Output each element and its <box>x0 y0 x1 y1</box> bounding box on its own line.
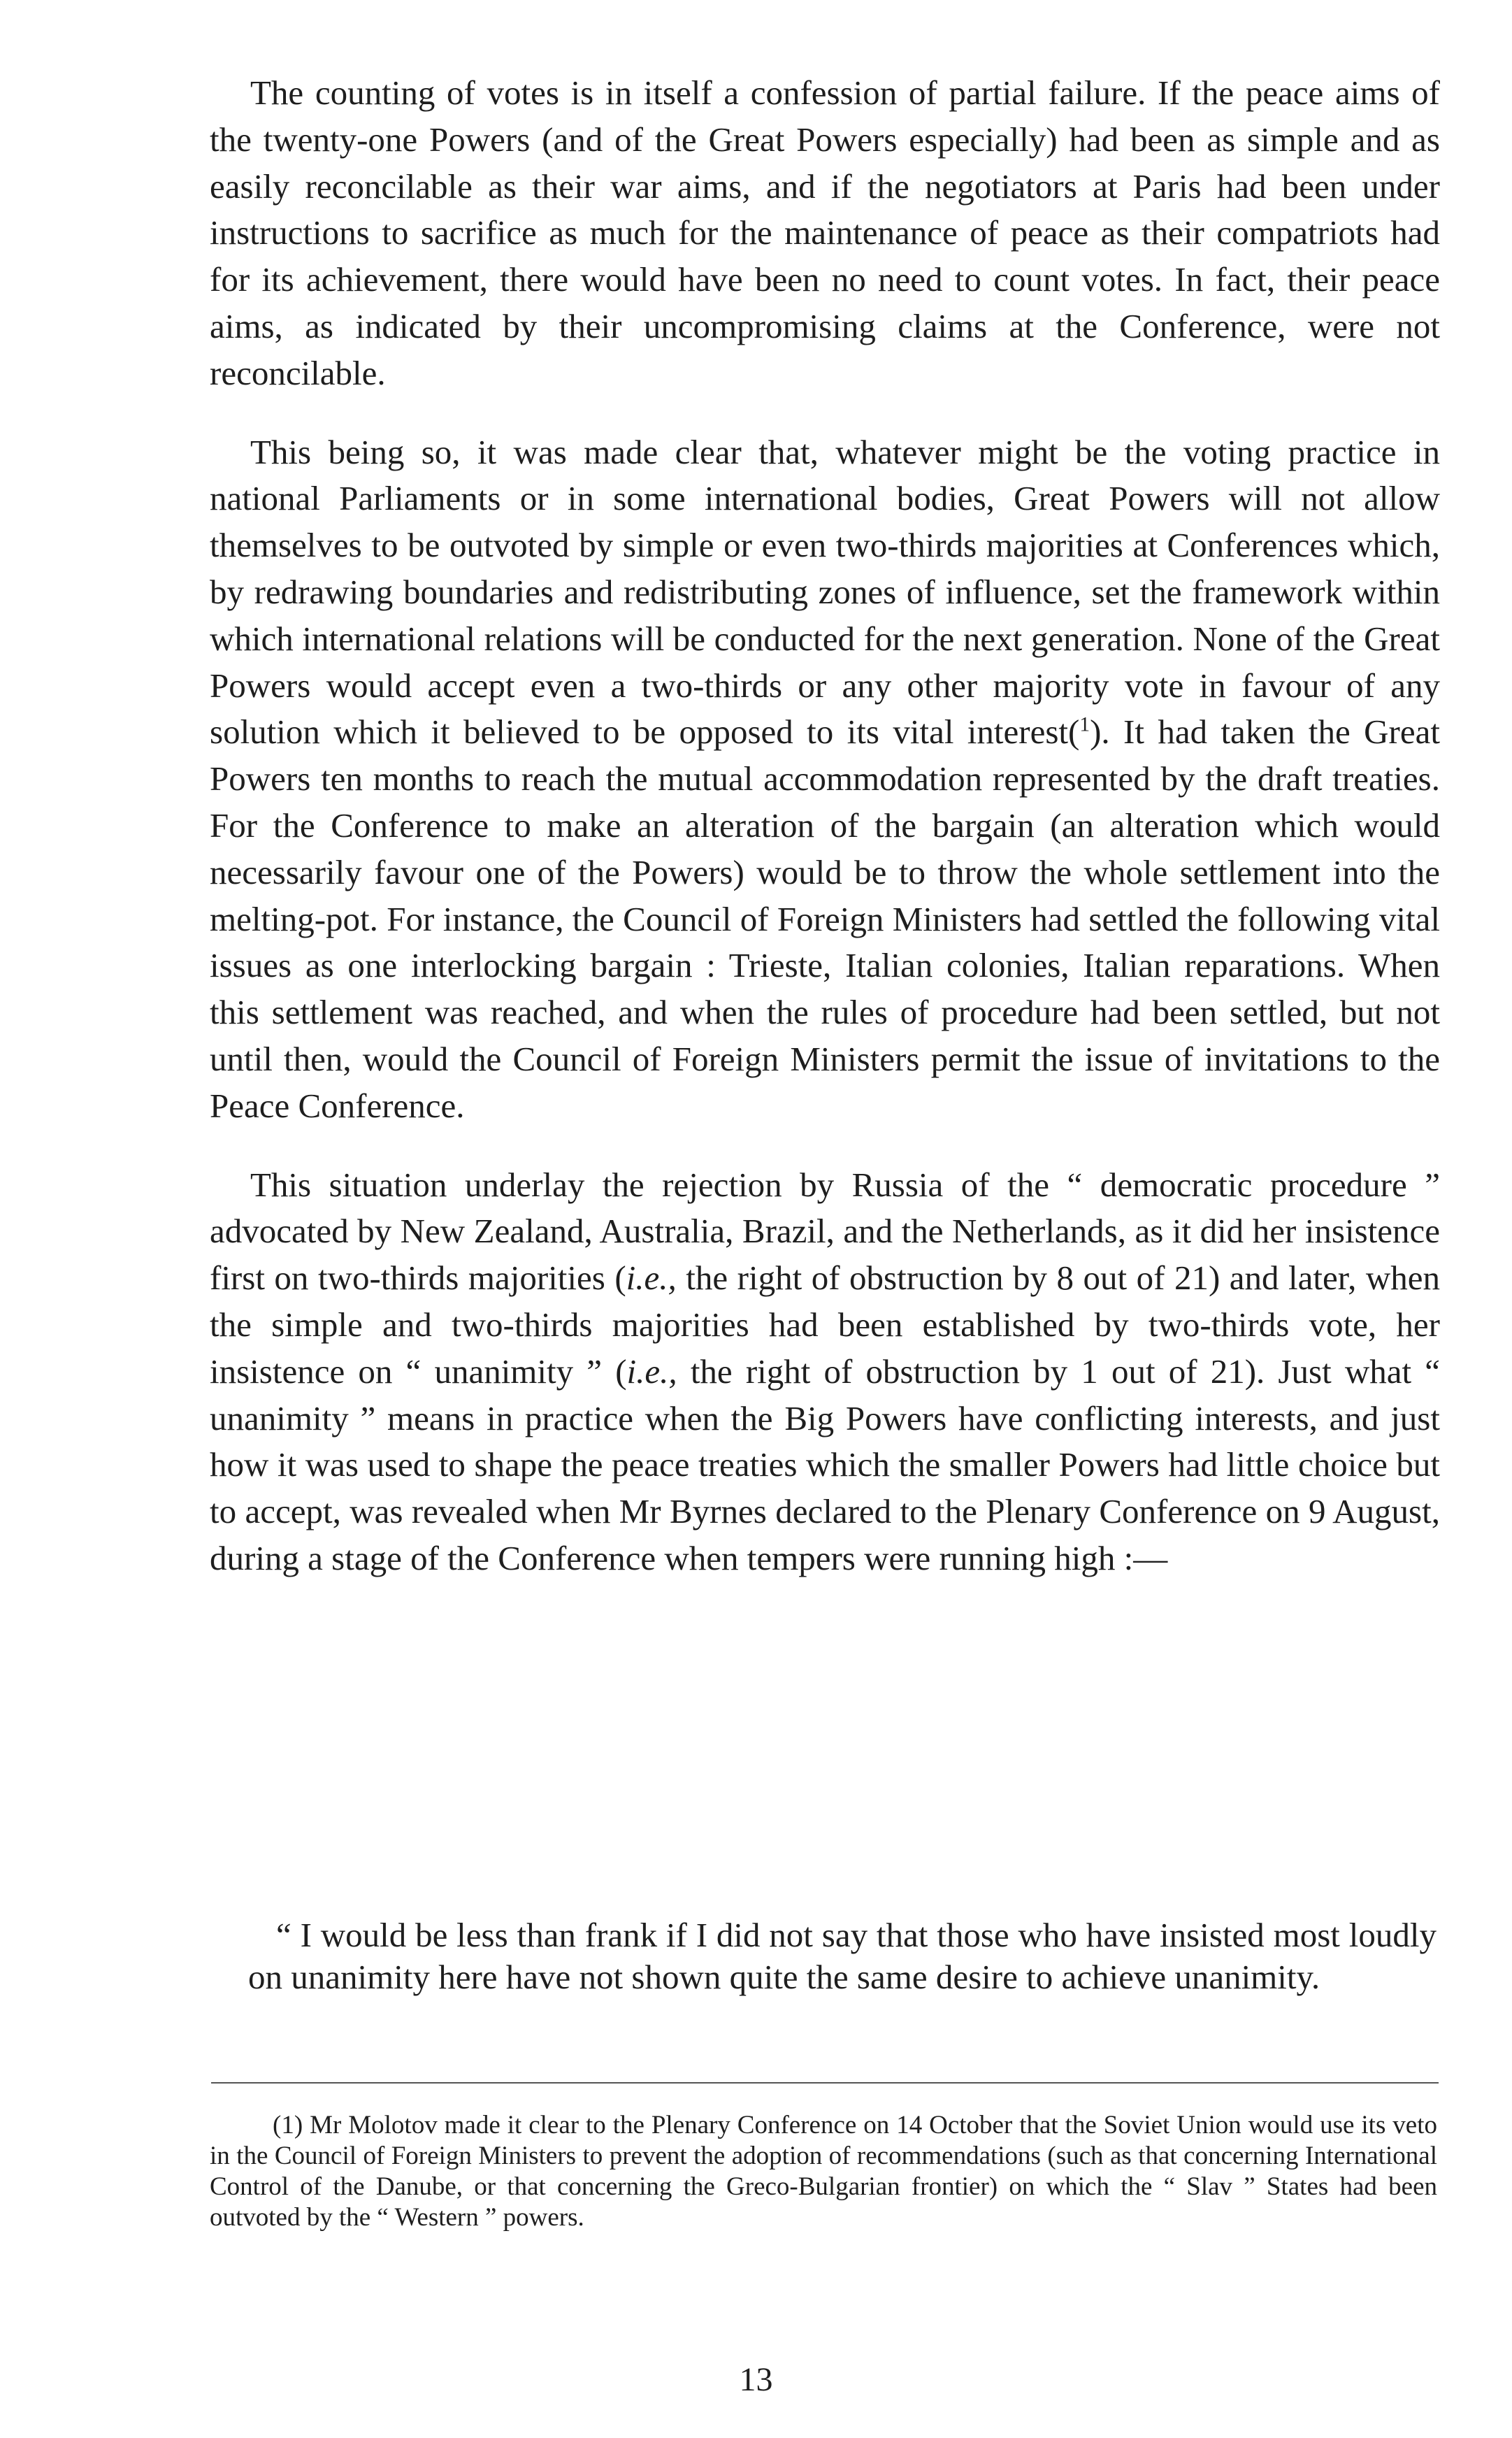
footnote-text: Mr Molotov made it clear to the Plenary Conference on 14 October that the Soviet Union would use its veto in the Council of Foreign Ministers to prevent the adoption of recommendations (such as that concerning International Control of the Danube, or that concerning the Greco-Bulgarian frontier) on which the “ Slav ” States had been outvoted by the “ Western ” powers. <box>210 2111 1438 2232</box>
ie-abbreviation: i.e., <box>626 1351 677 1391</box>
paragraph-2-text-a: This being so, it was made clear that, whatever might be the voting practice in national Parliaments or in some international bodies, Great Powers will not allow themselves to be outvoted by simple or even two-thirds majorities at Conferences which, by redrawing boundaries and redistributing zones of influence, set the framework within which international relations will be conducted for the next generation. None of the Great Powers would accept even a two-thirds or any other majority vote in favour of any solution which it believed to be opposed to its vital interest( <box>210 432 1440 752</box>
paragraph-2-text-b: ). It had taken the Great Powers ten months to reach the mutual accommodation represented by the draft treaties. For the Conference to make an alteration of the bargain (an alteration which would necessarily favour one of the Powers) would be to throw the whole settlement into the melting-pot. For instance, the Council of Foreign Ministers had settled the following vital issues as one interlocking bargain : Trieste, Italian colonies, Italian reparations. When this settlement was reached, and when the rules of procedure had been settled, but not until then, would the Council of Foreign Ministers permit the issue of invitations to the Peace Conference. <box>210 712 1440 1125</box>
footnote-divider <box>211 2082 1439 2084</box>
paragraph-2 <box>210 429 1440 1130</box>
footnote-mark: (1) <box>273 2111 303 2139</box>
paragraph-1: The counting of votes is in itself a confession of partial failure. If the peace aims of the twenty-one Powers (and of the Great Powers especially) had been as simple and as easily reconcilable as their war aims, and if the negotiators at Paris had been under instructions to sacrifice as much for the maintenance of peace as their compatriots had for its achievement, there would have been no need to count votes. In fact, their peace aims, as indicated by their uncompromising claims at the Conference, were not reconcilable. <box>210 73 1440 392</box>
paragraph-3-text-b: the right of obstruction by 8 out of 21) and later, when the simple and two-thirds majorities had been established by two-thirds vote, her insistence on “ unanimity ” ( <box>210 1259 1440 1391</box>
footnote-reference: 1 <box>1079 714 1090 737</box>
block-quote: “ I would be less than frank if I did not say that those who have insisted most loudly on unanimity here have not shown quite the same desire to achieve unanimity. <box>248 1916 1437 1996</box>
paragraph-3-text-a: This situation underlay the rejection by Russia of the “ democratic procedure ” advocated by New Zealand, Australia, Brazil, and the Netherlands, as it did her insistence first on two-thirds majorities ( <box>210 1165 1440 1298</box>
paragraph-3-text-c: the right of obstruction by 1 out of 21). Just what “ unanimity ” means in practice when the Big Powers have conflicting interests, and just how it was used to shape the peace treaties which the smaller Powers had little choice but to accept, was revealed when Mr Byrnes declared to the Plenary Conference on 9 August, during a stage of the Conference when tempers were running high :— <box>210 1351 1440 1577</box>
page-number: 13 <box>739 2361 773 2398</box>
footnote <box>210 2110 1437 2233</box>
ie-abbreviation: i.e., <box>626 1259 677 1298</box>
paragraph-3 <box>210 1162 1440 1582</box>
body-text <box>210 70 1440 1614</box>
